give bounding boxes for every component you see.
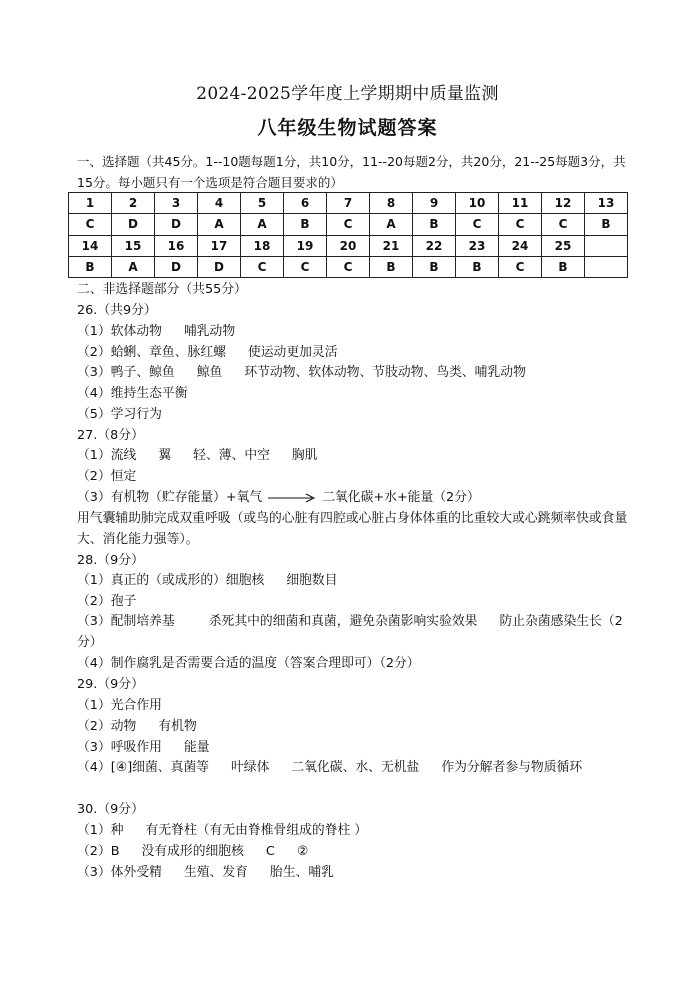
- answer-letter-cell: A: [112, 256, 155, 277]
- answer-text: （2）B: [77, 844, 120, 859]
- question-number-cell: [585, 235, 628, 256]
- table-row: [69, 193, 628, 214]
- q27-line2: （2）恒定: [77, 469, 137, 484]
- equation-right: 二氧化碳+水+能量（2分）: [322, 490, 480, 505]
- question-number-cell: 25: [542, 235, 585, 256]
- answer-letter-cell: B: [69, 256, 112, 277]
- question-number-cell: 3: [155, 193, 198, 214]
- q29-line4: [77, 757, 632, 778]
- q29-line3: [77, 739, 210, 757]
- q29-line2: [77, 718, 197, 736]
- answer-letter-cell: D: [155, 256, 198, 277]
- answer-text: （2）动物: [77, 719, 137, 734]
- section2-heading: 二、非选择题部分（共55分）: [77, 282, 247, 297]
- answer-letter-cell: B: [542, 256, 585, 277]
- table-row: [69, 256, 628, 277]
- answer-letter-cell: D: [112, 214, 155, 235]
- answer-letter-cell: C: [456, 214, 499, 235]
- answer-letter-cell: D: [155, 214, 198, 235]
- answer-text: 哺乳动物: [183, 324, 236, 339]
- answer-text: 胸肌: [291, 448, 318, 463]
- question-number-cell: 4: [198, 193, 241, 214]
- question-number-cell: 22: [413, 235, 456, 256]
- section1-intro: 一、选择题（共45分。1--10题每题1分，共10分，11--20每题2分，共20分，21--25每题3分，共15分。每小题只有一个选项是符合题目要求的）: [77, 154, 626, 190]
- answer-letter-cell: B: [370, 256, 413, 277]
- q26-line5: （5）学习行为: [77, 407, 162, 422]
- q27-line4: 用气囊辅助肺完成双重呼吸（或鸟的心脏有四腔或心脏占身体体重的比重较大或心跳频率快或食量大、消化能力强等）。: [77, 511, 628, 547]
- q26-line4: （4）维持生态平衡: [77, 386, 188, 401]
- table-row: [69, 235, 628, 256]
- question-number-cell: 24: [499, 235, 542, 256]
- answer-letter-cell: [585, 256, 628, 277]
- answer-text: （1）流线: [77, 448, 137, 463]
- answer-text: 细胞数目: [286, 573, 338, 588]
- answer-text: （3）呼吸作用: [77, 740, 162, 755]
- answer-letter-cell: B: [413, 214, 456, 235]
- answer-text: 胎生、哺乳: [269, 865, 334, 880]
- question-number-cell: 14: [69, 235, 112, 256]
- answer-text: （3）配制培养基: [77, 614, 175, 629]
- answer-text: 能量: [183, 740, 210, 755]
- q28-line4: （4）制作腐乳是否需要合适的温度（答案合理即可）（2分）: [77, 656, 420, 671]
- answer-text: 翼: [158, 448, 172, 463]
- answer-letter-cell: C: [241, 256, 284, 277]
- q28-line1: [77, 572, 338, 590]
- answer-text: （3）体外受精: [77, 865, 162, 880]
- answer-text: 没有成形的细胞核: [141, 844, 244, 859]
- q27-heading: 27.（8分）: [77, 428, 144, 443]
- answer-text: （1）真正的（或成形的）细胞核: [77, 573, 265, 588]
- answer-text: （3）鸭子、鲸鱼: [77, 365, 175, 380]
- answer-letter-cell: A: [370, 214, 413, 235]
- q27-line1: [77, 447, 318, 465]
- question-number-cell: 12: [542, 193, 585, 214]
- answer-text: 使运动更加灵活: [247, 345, 338, 360]
- answer-letter-cell: D: [198, 256, 241, 277]
- answer-text: 防止杂菌感染生长（2分）: [77, 614, 623, 650]
- answer-text: 作为分解者参与物质循环: [441, 760, 583, 775]
- question-number-cell: 20: [327, 235, 370, 256]
- question-number-cell: 16: [155, 235, 198, 256]
- q28-heading: 28.（9分）: [77, 553, 144, 568]
- answer-letter-cell: C: [542, 214, 585, 235]
- answer-letter-cell: C: [327, 256, 370, 277]
- answer-text: （4）[④]细菌、真菌等: [77, 760, 209, 775]
- q29-line1: （1）光合作用: [77, 698, 162, 713]
- reaction-arrow-icon: [268, 493, 316, 503]
- answer-text: 杀死其中的细菌和真菌，避免杂菌影响实验效果: [208, 614, 478, 629]
- q29-heading: 29.（9分）: [77, 677, 144, 692]
- q28-line2: （2）孢子: [77, 594, 137, 609]
- question-number-cell: 7: [327, 193, 370, 214]
- question-number-cell: 19: [284, 235, 327, 256]
- answer-letter-cell: B: [284, 214, 327, 235]
- question-number-cell: 21: [370, 235, 413, 256]
- q27-line3: [77, 489, 480, 507]
- document-title: 2024-2025学年度上学期期中质量监测: [196, 84, 499, 104]
- answer-letter-cell: C: [284, 256, 327, 277]
- question-number-cell: 15: [112, 235, 155, 256]
- answer-text: 轻、薄、中空: [193, 448, 270, 463]
- answer-text: （1）种: [77, 823, 124, 838]
- question-number-cell: 8: [370, 193, 413, 214]
- answer-text: 叶绿体: [230, 760, 270, 775]
- equation-left: （3）有机物（贮存能量）+氧气: [77, 490, 263, 505]
- question-number-cell: 13: [585, 193, 628, 214]
- question-number-cell: 9: [413, 193, 456, 214]
- question-number-cell: 10: [456, 193, 499, 214]
- answer-text: 有机物: [158, 719, 197, 734]
- answer-letter-cell: B: [585, 214, 628, 235]
- question-number-cell: 2: [112, 193, 155, 214]
- answer-letter-cell: C: [499, 256, 542, 277]
- answer-text: 环节动物、软体动物、节肢动物、鸟类、哺乳动物: [244, 365, 526, 380]
- answer-letter-cell: A: [241, 214, 284, 235]
- answer-text: C: [265, 844, 275, 859]
- answer-text: 鲸鱼: [196, 365, 223, 380]
- answer-text: 二氧化碳、水、无机盐: [291, 760, 420, 775]
- answer-letter-cell: B: [456, 256, 499, 277]
- q30-heading: 30.（9分）: [77, 802, 144, 817]
- document-subtitle: 八年级生物试题答案: [257, 117, 438, 139]
- answer-text: （1）软体动物: [77, 324, 162, 339]
- answer-letter-cell: C: [69, 214, 112, 235]
- question-number-cell: 17: [198, 235, 241, 256]
- question-number-cell: 6: [284, 193, 327, 214]
- question-number-cell: 1: [69, 193, 112, 214]
- question-number-cell: 18: [241, 235, 284, 256]
- answer-text: ②: [296, 844, 309, 859]
- question-number-cell: 5: [241, 193, 284, 214]
- answer-text: 生殖、发育: [183, 865, 248, 880]
- q26-line1: [77, 323, 235, 341]
- q30-line3: [77, 864, 334, 882]
- answer-letter-cell: B: [413, 256, 456, 277]
- q26-line3: [77, 364, 526, 382]
- question-number-cell: 11: [499, 193, 542, 214]
- q26-heading: 26.（共9分）: [77, 303, 157, 318]
- answer-letter-cell: C: [499, 214, 542, 235]
- table-row: [69, 214, 628, 235]
- q30-line2: [77, 843, 308, 861]
- q30-line1: [77, 822, 367, 840]
- choice-answer-table: [68, 192, 628, 278]
- answer-letter-cell: A: [198, 214, 241, 235]
- answer-text: 有无脊柱（有无由脊椎骨组成的脊柱 ）: [145, 823, 368, 838]
- answer-letter-cell: C: [327, 214, 370, 235]
- q26-line2: [77, 344, 338, 362]
- question-number-cell: 23: [456, 235, 499, 256]
- q28-line3: [77, 611, 632, 653]
- answer-text: （2）蛤蜊、章鱼、脉红螺: [77, 345, 226, 360]
